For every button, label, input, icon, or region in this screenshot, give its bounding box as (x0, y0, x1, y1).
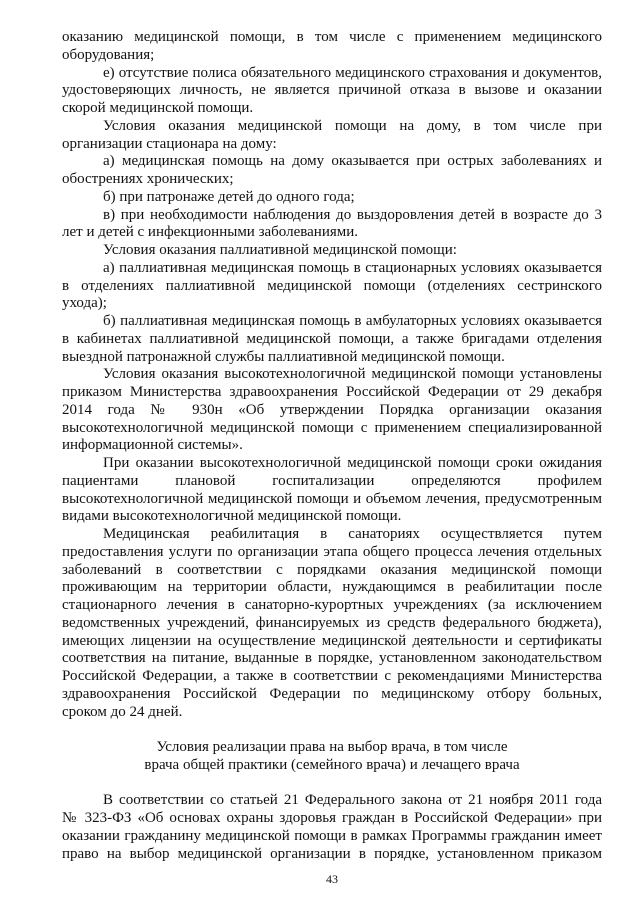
paragraph (62, 260, 602, 313)
text-line: обострениях хронических; (62, 171, 234, 187)
text-line: лет и детей с инфекционными заболеваниями. (62, 224, 359, 241)
text-line: удостоверяющих личность, не является причиной отказа в вызове и оказании (62, 82, 602, 99)
text-line: Условия оказания паллиативной медицинской помощи: (103, 242, 457, 258)
paragraph (62, 207, 602, 243)
text-line: заболеваний в соответствии с порядками оказания медицинской помощи (62, 561, 602, 578)
paragraph (62, 65, 602, 118)
paragraph (62, 313, 602, 366)
text-line: предоставления услуги по организации этапа общего процесса лечения отдельных (62, 543, 602, 560)
text-line: в кабинетах паллиативной медицинской помощи, а также бригадами отделения (62, 330, 602, 347)
blank-line (62, 775, 602, 793)
text-line: 2014 года № 930н «Об утверждении Порядка организации оказания (62, 401, 602, 418)
text-line: № 323-ФЗ «Об основах охраны здоровья граждан в Российской Федерации» при (62, 810, 602, 826)
paragraph (62, 189, 602, 207)
text-line: ведомственных учреждений, финансируемых из средств федерального бюджета), (62, 614, 602, 631)
paragraph (62, 242, 602, 260)
page-number: 43 (326, 872, 338, 886)
text-line: Российской Федерации, а также в соответствии с рекомендациями Министерства (62, 668, 602, 684)
text-line: проживающим на территории области, нуждающимся в реабилитации после (62, 579, 602, 596)
text-line: оказанию медицинской помощи, в том числе с применением медицинского (62, 29, 602, 45)
text-line: организации стационара на дому: (62, 135, 277, 152)
text-line: информационной системы». (62, 437, 243, 454)
text-line: приказом Министерства здравоохранения Российской Федерации от 29 декабря (62, 384, 602, 400)
text-line: б) при патронаже детей до одного года; (103, 188, 355, 205)
text-line: сроком до 24 дней. (62, 703, 183, 720)
paragraph (62, 118, 602, 154)
section-heading-line: Условия реализации права на выбор врача, в том числе (156, 739, 508, 755)
paragraph (62, 526, 602, 721)
text-line: оборудования; (62, 46, 155, 63)
section-heading (62, 739, 602, 775)
text-line: выездной патронажной службы паллиативной медицинской помощи. (62, 348, 505, 365)
text-line: При оказании высокотехнологичной медицинской помощи сроки ожидания (103, 455, 602, 471)
text-line: Условия оказания высокотехнологичной медицинской помощи установлены (103, 366, 602, 383)
text-line: стационарного лечения в санаторно-курортных учреждениях (за исключением (62, 597, 602, 613)
paragraph (62, 792, 602, 863)
paragraph (62, 29, 602, 65)
text-line: высокотехнологичной медицинской помощи с применением специализированной (62, 419, 602, 436)
text-line: право на выбор медицинской организации в порядке, установленном приказом (62, 845, 602, 862)
text-line: е) отсутствие полиса обязательного медицинского страхования и документов, (103, 64, 602, 81)
text-line: а) паллиативная медицинская помощь в стационарных условиях оказывается (103, 259, 602, 276)
blank-line (62, 721, 602, 739)
text-line: пациентами плановой госпитализации определяются профилем (62, 472, 602, 489)
text-line: скорой медицинской помощи. (62, 100, 254, 116)
text-line: соответствия на питание, выданные в порядке, установленном законодательством (62, 650, 602, 667)
text-line: В соответствии со статьей 21 Федерального закона от 21 ноября 2011 года (103, 792, 602, 809)
text-line: в отделениях паллиативной медицинской помощи (отделениях сестринского (62, 277, 602, 294)
text-line: а) медицинская помощь на дому оказывается при острых заболеваниях и (103, 153, 602, 170)
text-line: высокотехнологичной медицинской помощи и объемом лечения, предусмотренным (62, 490, 602, 507)
section-heading-line: врача общей практики (семейного врача) и лечащего врача (144, 756, 520, 773)
text-line: видами высокотехнологичной медицинской помощи. (62, 508, 402, 525)
document-body (62, 29, 602, 863)
text-line: в) при необходимости наблюдения до выздоровления детей в возрасте до 3 (103, 206, 602, 223)
text-line: здравоохранения Российской Федерации по медицинскому отбору больных, (62, 685, 602, 702)
paragraph (62, 153, 602, 189)
text-line: имеющих лицензии на осуществление медицинской деятельности и сертификаты (62, 632, 602, 649)
text-line: оказании гражданину медицинской помощи в рамках Программы гражданин имеет (62, 827, 602, 844)
paragraph (62, 366, 602, 455)
text-line: Условия оказания медицинской помощи на дому, в том числе при (103, 117, 602, 134)
text-line: Медицинская реабилитация в санаториях осуществляется путем (103, 526, 602, 542)
paragraph (62, 455, 602, 526)
text-line: б) паллиативная медицинская помощь в амбулаторных условиях оказывается (103, 313, 602, 329)
text-line: ухода); (62, 295, 107, 312)
